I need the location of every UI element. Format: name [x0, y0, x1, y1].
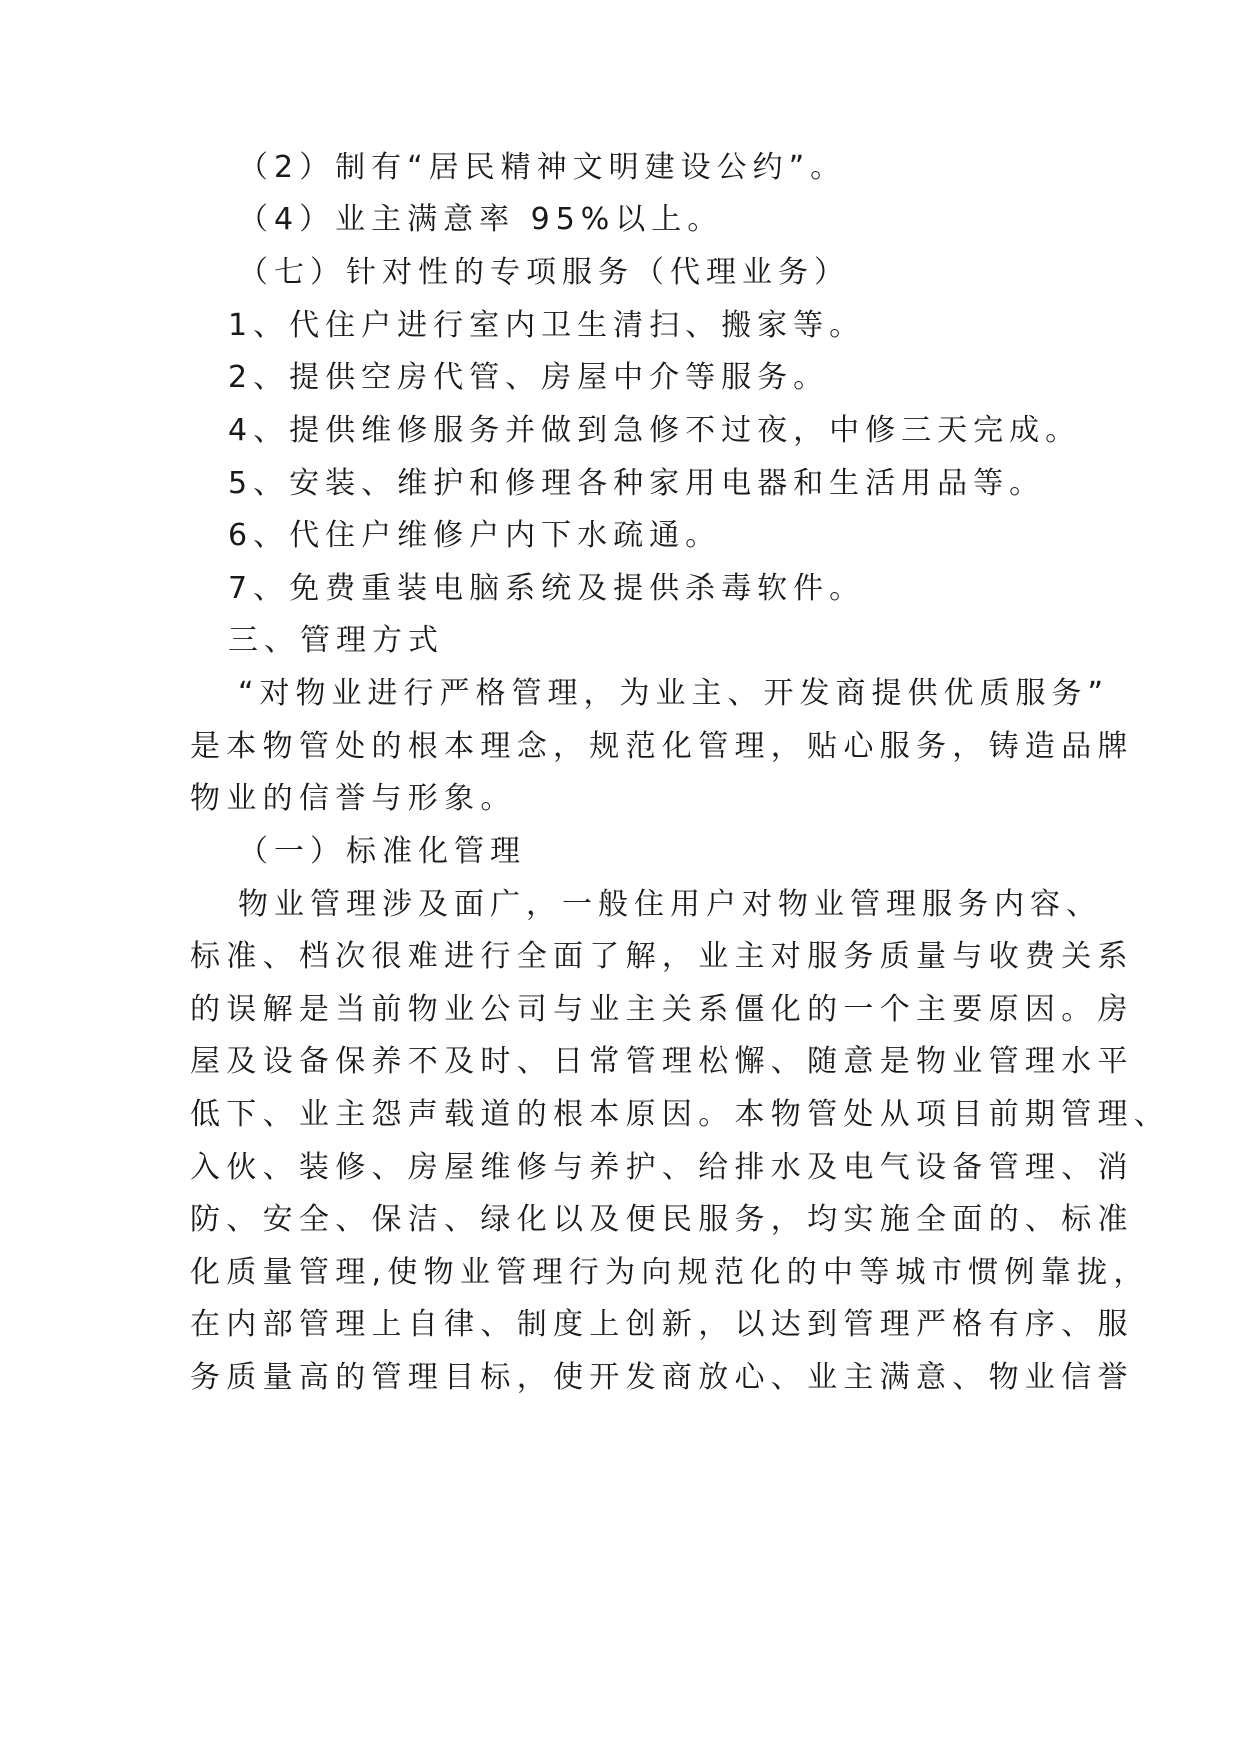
paragraph-line: 防、安全、保洁、绿化以及便民服务，均实施全面的、标准: [190, 1202, 1134, 1237]
section-heading: （七）针对性的专项服务（代理业务）: [238, 255, 850, 290]
section-heading: （一）标准化管理: [238, 834, 526, 869]
list-item: 2、提供空房代管、房屋中介等服务。: [228, 360, 830, 395]
list-item: 7、免费重装电脑系统及提供杀毒软件。: [228, 571, 866, 606]
paragraph-line: 低下、业主怨声载道的根本原因。本物管处从项目前期管理、: [190, 1097, 1171, 1132]
paragraph-line: 入伙、装修、房屋维修与养护、给排水及电气设备管理、消: [190, 1150, 1134, 1185]
text-line: （2）制有“居民精神文明建设公约”。: [238, 150, 847, 185]
paragraph-line: 在内部管理上自律、制度上创新，以达到管理严格有序、服: [190, 1307, 1134, 1342]
paragraph-line: “对物业进行严格管理，为业主、开发商提供优质服务”: [238, 676, 1110, 711]
paragraph-line: 是本物管处的根本理念，规范化管理，贴心服务，铸造品牌: [190, 729, 1134, 764]
section-heading: 三、管理方式: [228, 623, 444, 658]
list-item: 6、代住户维修户内下水疏通。: [228, 518, 722, 553]
paragraph-line: 化质量管理,使物业管理行为向规范化的中等城市惯例靠拢，: [190, 1255, 1150, 1290]
paragraph-line: 物业管理涉及面广，一般住用户对物业管理服务内容、: [238, 887, 1102, 922]
list-item: 1、代住户进行室内卫生清扫、搬家等。: [228, 308, 866, 343]
paragraph-line: 务质量高的管理目标，使开发商放心、业主满意、物业信誉: [190, 1360, 1134, 1395]
paragraph-line: 屋及设备保养不及时、日常管理松懈、随意是物业管理水平: [190, 1044, 1134, 1079]
paragraph-line: 物业的信誉与形象。: [190, 781, 517, 816]
paragraph-line: 的误解是当前物业公司与业主关系僵化的一个主要原因。房: [190, 992, 1134, 1027]
text-line: （4）业主满意率 95%以上。: [238, 202, 724, 237]
paragraph-line: 标准、档次很难进行全面了解，业主对服务质量与收费关系: [190, 939, 1134, 974]
list-item: 4、提供维修服务并做到急修不过夜，中修三天完成。: [228, 413, 1082, 448]
list-item: 5、安装、维护和修理各种家用电器和生活用品等。: [228, 466, 1046, 501]
